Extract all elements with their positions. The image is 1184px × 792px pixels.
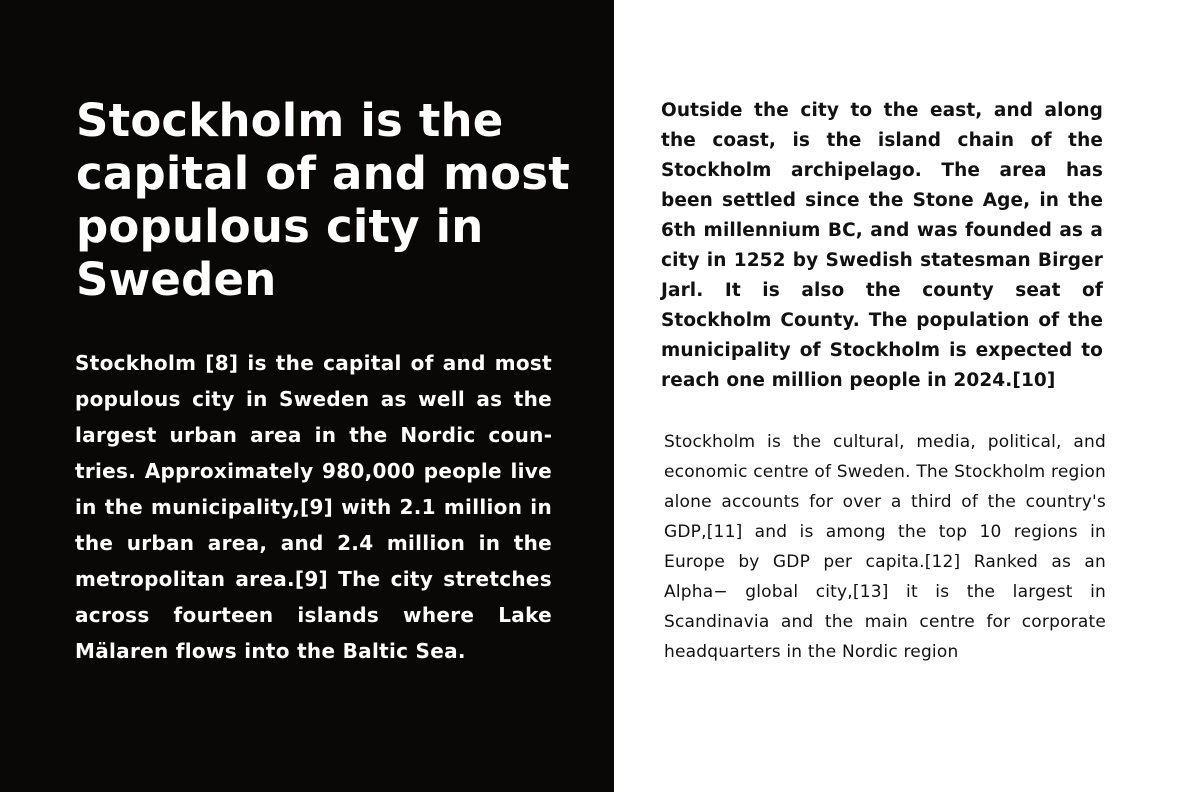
intro-paragraph: Stockholm [8] is the capital of and most populous city in Sweden as well as the largest urban area in the Nordic countries. Approximately 980,000 people live in the municipality,[9] with 2.1 million in the urban area, and 2.4 million in the metropolitan area.[9] The city stretches across fourteen islands where Lake Mälaren flows into the Baltic Sea. — [75, 351, 552, 663]
right-panel — [614, 0, 1184, 792]
headline: Stockholm is the capital of and most populous city in Sweden — [76, 94, 570, 306]
economy-paragraph: Stockholm is the cultural, media, political, and economic centre of Sweden. The Stockholm region alone accounts for over a third of the country's GDP,[11] and is among the top 10 regions in Europe by GDP per capita.[12] Ranked as an Alpha− global city,[13] it is the largest in Scandinavia and the main centre for corporate headquarters in the Nordic region — [664, 432, 1107, 662]
history-paragraph: Outside the city to the east, and along the coast, is the island chain of the Stockholm archipelago. The area has been settled since the Stone Age, in the 6th millennium BC, and was founded as a city in 1252 by Swedish statesman Birger Jarl. It is also the county seat of Stockholm County. The population of the municipality of Stockholm is expected to reach one million people in 2024.[10] — [661, 100, 1103, 391]
